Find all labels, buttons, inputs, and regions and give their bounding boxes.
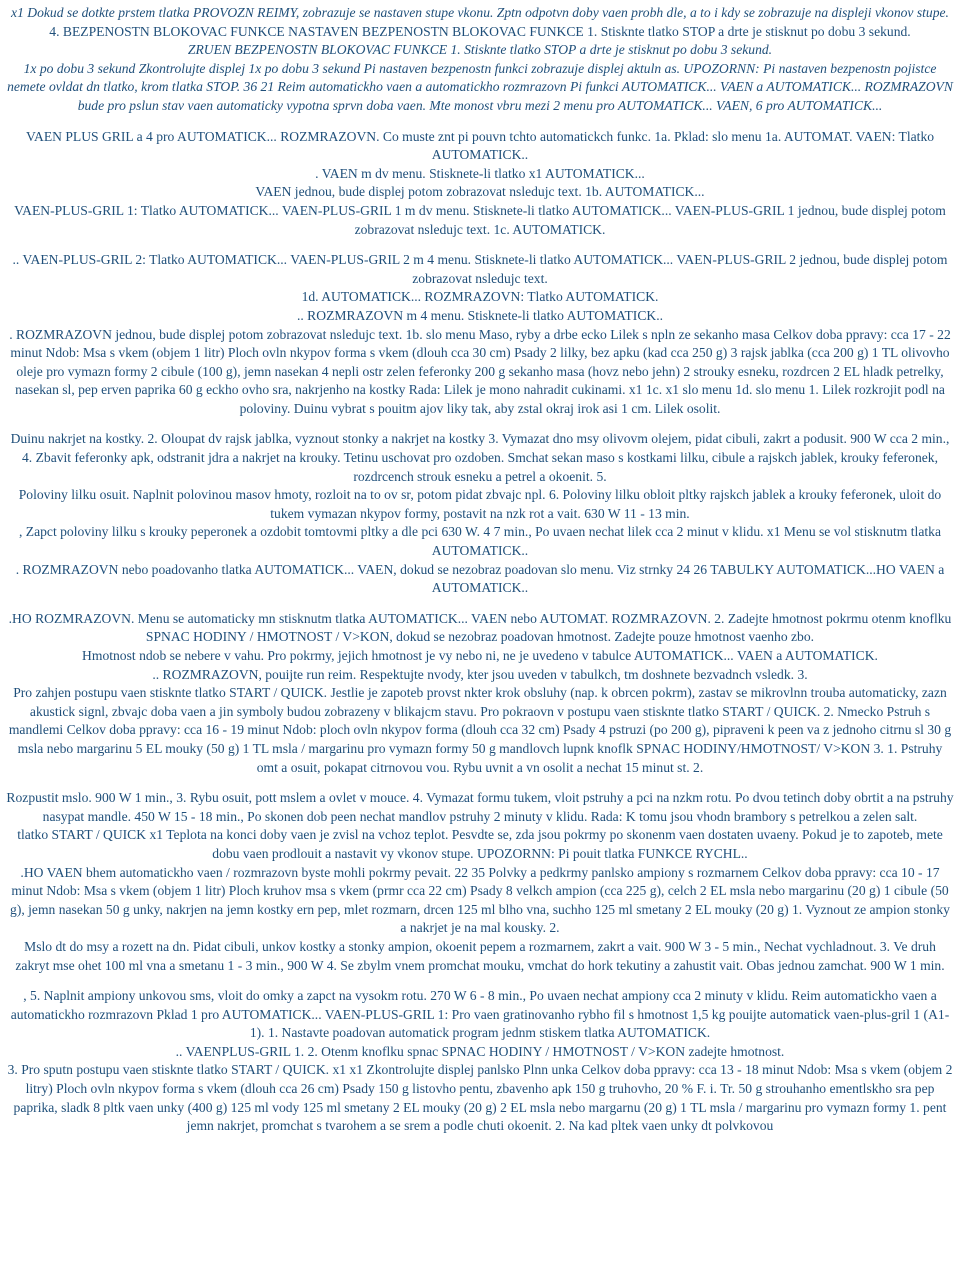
- paragraph: . VAEN m dv menu. Stisknete-li tlatko x1 AUTOMATICK...: [315, 165, 645, 181]
- paragraph: .. ROZMRAZOVN, pouijte run reim. Respektujte nvody, kter jsou uveden v tabulkch, tm doshnete bezvadnch vsledk. 3.: [152, 666, 808, 682]
- paragraph: 4. BEZPENOSTN BLOKOVAC FUNKCE NASTAVEN BEZPENOSTN BLOKOVAC FUNKCE 1. Stisknte tlatko STOP a drte je stisknut po dobu 3 sekund.: [49, 23, 911, 39]
- paragraph: .. VAENPLUS-GRIL 1. 2. Otenm knoflku spnac SPNAC HODINY / HMOTNOST / V>KON zadejte hmotnost.: [175, 1043, 785, 1059]
- paragraph: VAEN jednou, bude displej potom zobrazovat nsledujc text. 1b. AUTOMATICK...: [255, 184, 705, 200]
- paragraph: . ROZMRAZOVN jednou, bude displej potom zobrazovat nsledujc text. 1b. slo menu Maso, ryby a drbe ecko Lilek s npln ze sekanho masa Celkov doba ppravy: cca 17 - 22 minut Ndob: Msa s vkem (objem 1 litr) Ploch ovln nkypov forma s vkem (dlouh cca 30 cm) Psady 2 lilky, bez apku (kad cca 250 g) 3 rajsk jablka (cca 200 g) 1 TL olivovho oleje pro vymazn formy 2 cibule (100 g), jemn nasekan 4 nepli ostr zelen feferonky 200 g sekanho masa (hovz nebo jehn) 2 strouky esneku, rozdrcen 2 EL hladk petrelky, nasekan sl, pep erven paprika 60 g eckho ovho sra, nakrjenho na kostky Rada: Lilek je mono nahradit cukinami. x1 1c. x1 slo menu 1d. slo menu 1. Lilek rozkrojit podl na poloviny. Duinu vybrat s pouitm ajov liky tak, aby zstal okraj irok asi 1 cm. Lilek osolit.: [9, 326, 951, 416]
- paragraph: Hmotnost ndob se nebere v vahu. Pro pokrmy, jejich hmotnost je vy nebo ni, ne je uvedeno v tabulce AUTOMATICK... VAEN a AUTOMATICK.: [82, 648, 878, 663]
- paragraph: ZRUEN BEZPENOSTN BLOKOVAC FUNKCE 1. Stisknte tlatko STOP a drte je stisknut po dobu 3 sekund.: [187, 42, 773, 58]
- paragraph: VAEN PLUS GRIL a 4 pro AUTOMATICK... ROZMRAZOVN. Co muste znt pi pouvn tchto automatickch funkc. 1a. Pklad: slo menu 1a. AUTOMAT. VAEN: Tlatko AUTOMATICK..: [25, 128, 935, 163]
- paragraph: .HO ROZMRAZOVN. Menu se automaticky mn stisknutm tlatka AUTOMATICK... VAEN nebo AUTOMAT. ROZMRAZOVN. 2. Zadejte hmotnost pokrmu otenm knoflku SPNAC HODINY / HMOTNOST / V>KON, dokud se nezobraz poadovan hmotnost. Zadejte pouze hmotnost vaenho zbo.: [8, 610, 952, 645]
- paragraph: tlatko START / QUICK x1 Teplota na konci doby vaen je zvisl na vchoz teplot. Pesvdte se, zda jsou pokrmy po skonenm vaen dostaten uvaeny. Pokud je to zapoteb, mete dobu vaen prodlouit a nastavit vy vkonov stupe. UPOZORNN: Pi pouit tlatka FUNKCE RYCHL..: [17, 827, 943, 861]
- paragraph: Poloviny lilku osuit. Naplnit polovinou masov hmoty, rozloit na to ov sr, potom pidat zbvajc npl. 6. Poloviny lilku obloit pltky rajskch jablek a krouky feferonek, uloit do tukem vymazan nkypov formy, postavit na nzk rot a vait. 630 W 11 - 13 min.: [18, 487, 942, 521]
- paragraph: 1x po dobu 3 sekund Zkontrolujte displej 1x po dobu 3 sekund Pi nastaven bezpenostn funkci zobrazuje displej aktuln as. UPOZORNN: Pi nastaven bezpenostn pojistce nemete ovldat dn tlatko, krom tlatka STOP. 36 21 Reim automatickho vaen a automatickho rozmrazovn Pi funkci AUTOMATICK... VAEN a AUTOMATICK... ROZMRAZOVN bude pro pslun stav vaen automaticky vypotna sprvn doba vaen. Mte monost vbru mezi 2 menu pro AUTOMATICK... VAEN, 6 pro AUTOMATICK...: [7, 60, 953, 113]
- paragraph: Rozpustit mslo. 900 W 1 min., 3. Rybu osuit, pott mslem a ovlet v mouce. 4. Vymazat formu tukem, vloit pstruhy a pci na nzkm rotu. Po dvou tetinch doby obrtit a na pstruhy nasypat mandle. 450 W 15 - 18 min., Po skonen dob peen nechat mandlov pstruhy 2 minuty v klidu. Rada: K tomu jsou vhodn brambory s petrelkou a zelen salt.: [6, 790, 954, 824]
- paragraph: .. VAEN-PLUS-GRIL 2: Tlatko AUTOMATICK... VAEN-PLUS-GRIL 2 m 4 menu. Stisknete-li tlatko AUTOMATICK... VAEN-PLUS-GRIL 2 jednou, bude displej potom zobrazovat nsledujc text.: [12, 252, 948, 286]
- paragraph: Pro zahjen postupu vaen stisknte tlatko START / QUICK. Jestlie je zapoteb provst nkter krok obsluhy (nap. k obrcen pokrm), zastav se mikrovlnn trouba automaticky, zazn akustick signl, zbvajc doba vaen a jin symboly budou zobrazeny v blikajcm stavu. Pro pokraovn v postupu vaen stisknte tlatko START / QUICK. 2. Nmecko Pstruh s mandlemi Celkov doba ppravy: cca 16 - 19 minut Ndob: ploch ovln nkypov forma (dlouh cca 32 cm) Psady 4 pstruzi (po 200 g), pipraveni k peen va z jednoho citrnu sl 30 g msla nebo margarinu 5 EL mouky (50 g) 1 TL msla / margarinu pro vymazn formy 50 g mandlovch lupnk knoflk SPNAC HODINY/HMOTNOST/ V>KON 3. 1. Pstruhy omt a osuit, pokapat citrnovou vou. Rybu uvnit a vn osolit a nechat 15 minut st. 2.: [8, 685, 952, 775]
- paragraph: , Zapct poloviny lilku s krouky peperonek a ozdobit tomtovmi pltky a dle pci 630 W. 4 7 min., Po uvaen nechat lilek cca 2 minut v klidu. x1 Menu se vol stisknutm tlatka AUTOMATICK..: [19, 524, 941, 559]
- paragraph: .. ROZMRAZOVN m 4 menu. Stisknete-li tlatko AUTOMATICK..: [296, 307, 663, 323]
- paragraph: VAEN-PLUS-GRIL 1: Tlatko AUTOMATICK... VAEN-PLUS-GRIL 1 m dv menu. Stisknete-li tlatko AUTOMATICK... VAEN-PLUS-GRIL 1 jednou, bude displej potom zobrazovat nsledujc text. 1c. AUTOMATICK.: [14, 202, 946, 237]
- paragraph: . ROZMRAZOVN nebo poadovanho tlatka AUTOMATICK... VAEN, dokud se nezobraz poadovan slo menu. Viz strnky 24 26 TABULKY AUTOMATICK...HO VAEN a AUTOMATICK..: [15, 561, 945, 596]
- paragraph: 1d. AUTOMATICK... ROZMRAZOVN: Tlatko AUTOMATICK.: [301, 289, 659, 305]
- paragraph: 3. Pro sputn postupu vaen stisknte tlatko START / QUICK. x1 x1 Zkontrolujte displej panlsko Plnn unka Celkov doba ppravy: cca 13 - 18 minut Ndob: Msa s vkem (objem 2 litry) Ploch ovln nkypov forma s vkem (dlouh cca 26 cm) Psady 150 g listovho pentu, zbavenho apk 150 g truhovho, 20 % F. i. Tr. 50 g strouhanho ementlskho sra pep paprika, sladk 8 pltk vaen unky (400 g) 125 ml vody 125 ml smetany 2 EL mouky (20 g) 2 EL msla nebo margarnu (20 g) 1 TL msla / margarinu pro vymazn formy 1. pent jemn nakrjet, promchat s tvarohem a se srem a podle chuti okoenit. 2. Na kad pltek vaen unky dt polvkovou: [7, 1062, 953, 1134]
- paragraph: .HO VAEN bhem automatickho vaen / rozmrazovn byste mohli pokrmy pevait. 22 35 Polvky a pedkrmy panlsko ampiony s rozmarnem Celkov doba ppravy: cca 10 - 17 minut Ndob: Msa s vkem (objem 1 litr) Ploch kruhov msa s vkem (prmr cca 22 cm) Psady 8 velkch ampion (cca 225 g), celch 2 EL msla nebo margarinu (20 g) 1 cibule (50 g), jemn nasekan 50 g unky, nakrjen na jemn kostky ern pep, mlet rozmarn, drcen 125 ml blho vna, suchho 125 ml smetany 2 EL mouky (20 g) 1. Vyznout ze ampion stonky a nakrjet je na mal kousky. 2.: [10, 864, 950, 936]
- paragraph: Mslo dt do msy a rozett na dn. Pidat cibuli, unkov kostky a stonky ampion, okoenit pepem a rozmarnem, zakrt a vait. 900 W 3 - 5 min., Nechat vychladnout. 3. Ve druh zakryt mse ohet 100 ml vna a smetanu 1 - 3 min., 900 W 4. Se zbylm vnem promchat mouku, vmchat do hork tekutiny a zahustit vait. Obas jednou zamchat. 900 W 1 min.: [15, 938, 945, 973]
- paragraph: x1 Dokud se dotkte prstem tlatka PROVOZN REIMY, zobrazuje se nastaven stupe vkonu. Zptn odpotvn doby vaen probh dle, a to i kdy se zobrazuje na displeji vkonov stupe.: [11, 5, 949, 20]
- paragraph: , 5. Naplnit ampiony unkovou sms, vloit do omky a zapct na vysokm rotu. 270 W 6 - 8 min., Po uvaen nechat ampiony cca 2 minuty v klidu. Reim automatickho vaen a automatickho rozmrazovn Pklad 1 pro AUTOMATICK... VAEN-PLUS-GRIL 1: Pro vaen gratinovanho rybho fil s hmotnost 1,5 kg pouijte automatick vaen-plus-gril 1 (A1-1). 1. Nastavte poadovan automatick program jednm stiskem tlatka AUTOMATICK.: [10, 988, 950, 1041]
- paragraph: Duinu nakrjet na kostky. 2. Oloupat dv rajsk jablka, vyznout stonky a nakrjet na kostky 3. Vymazat dno msy olivovm olejem, pidat cibuli, zakrt a podusit. 900 W cca 2 min., 4. Zbavit feferonky apk, odstranit jdra a nakrjet na krouky. Tetinu uschovat pro ozdoben. Smchat sekan maso s kostkami lilku, cibule a rajskch jablek, krouky feferonek, rozdrcench strouk esneku a petrel a okoenit. 5.: [10, 431, 950, 484]
